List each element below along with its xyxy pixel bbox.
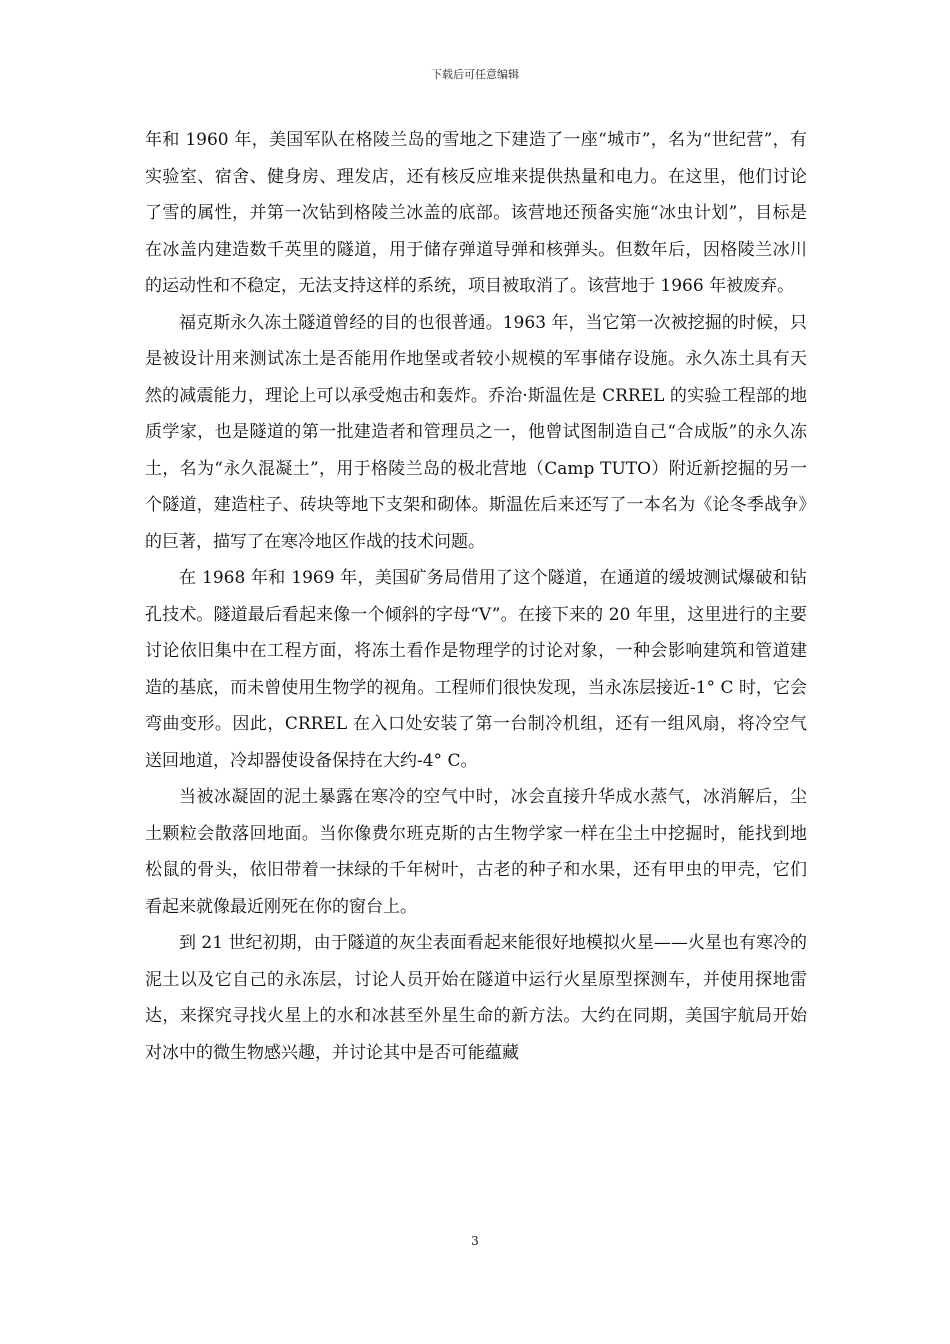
paragraph-2: 福克斯永久冻土隧道曾经的目的也很普通。1963 年，当它第一次被挖掘的时候，只是被设计用来测试冻土是否能用作地堡或者较小规模的军事储存设施。永久冻土具有天然的减震能力，理论上可以承受炮击和轰炸。乔治·斯温佐是 CRREL 的实验工程部的地质学家，也是隧道的第一批建造者和管理员之一，他曾试图制造自己“合成版”的永久冻土，名为“永久混凝土”，用于格陵兰岛的极北营地（Camp TUTO）附近新挖掘的另一个隧道，建造柱子、砖块等地下支架和砌体。斯温佐后来还写了一本名为《论冬季战争》的巨著，描写了在寒冷地区作战的技术问题。 [145, 312, 807, 552]
document-body [145, 122, 807, 1071]
paragraph-4: 当被冰凝固的泥土暴露在寒冷的空气中时，冰会直接升华成水蒸气，冰消解后，尘土颗粒会散落回地面。当你像费尔班克斯的古生物学家一样在尘土中挖掘时，能找到地松鼠的骨头，依旧带着一抹绿的千年树叶，古老的种子和水果，还有甲虫的甲壳，它们看起来就像最近刚死在你的窗台上。 [145, 787, 807, 917]
paragraph-3: 在 1968 年和 1969 年，美国矿务局借用了这个隧道，在通道的缓坡测试爆破和钻孔技术。隧道最后看起来像一个倾斜的字母“V”。在接下来的 20 年里，这里进行的主要讨论依旧集中在工程方面，将冻土看作是物理学的讨论对象，一种会影响建筑和管道建造的基底，而未曾使用生物学的视角。工程师们很快发现，当永冻层接近-1° C 时，它会弯曲变形。因此，CRREL 在入口处安装了第一台制冷机组，还有一组风扇，将冷空气送回地道，冷却器使设备保持在大约-4° C。 [145, 568, 807, 771]
paragraph-1: 年和 1960 年，美国军队在格陵兰岛的雪地之下建造了一座“城市”，名为“世纪营”，有实验室、宿舍、健身房、理发店，还有核反应堆来提供热量和电力。在这里，他们讨论了雪的属性，并第一次钻到格陵兰冰盖的底部。该营地还预备实施“冰虫计划”，目标是在冰盖内建造数千英里的隧道，用于储存弹道导弹和核弹头。但数年后，因格陵兰冰川的运动性和不稳定，无法支持这样的系统，项目被取消了。该营地于 1966 年被废弃。 [145, 130, 807, 296]
page-header: 下载后可任意编辑 [431, 68, 519, 81]
page-number: 3 [471, 1234, 479, 1248]
paragraph-5: 到 21 世纪初期，由于隧道的灰尘表面看起来能很好地模拟火星——火星也有寒冷的泥土以及它自己的永冻层，讨论人员开始在隧道中运行火星原型探测车，并使用探地雷达，来探究寻找火星上的水和冰甚至外星生命的新方法。大约在同期，美国宇航局开始对冰中的微生物感兴趣，并讨论其中是否可能蕴藏 [145, 933, 807, 1063]
